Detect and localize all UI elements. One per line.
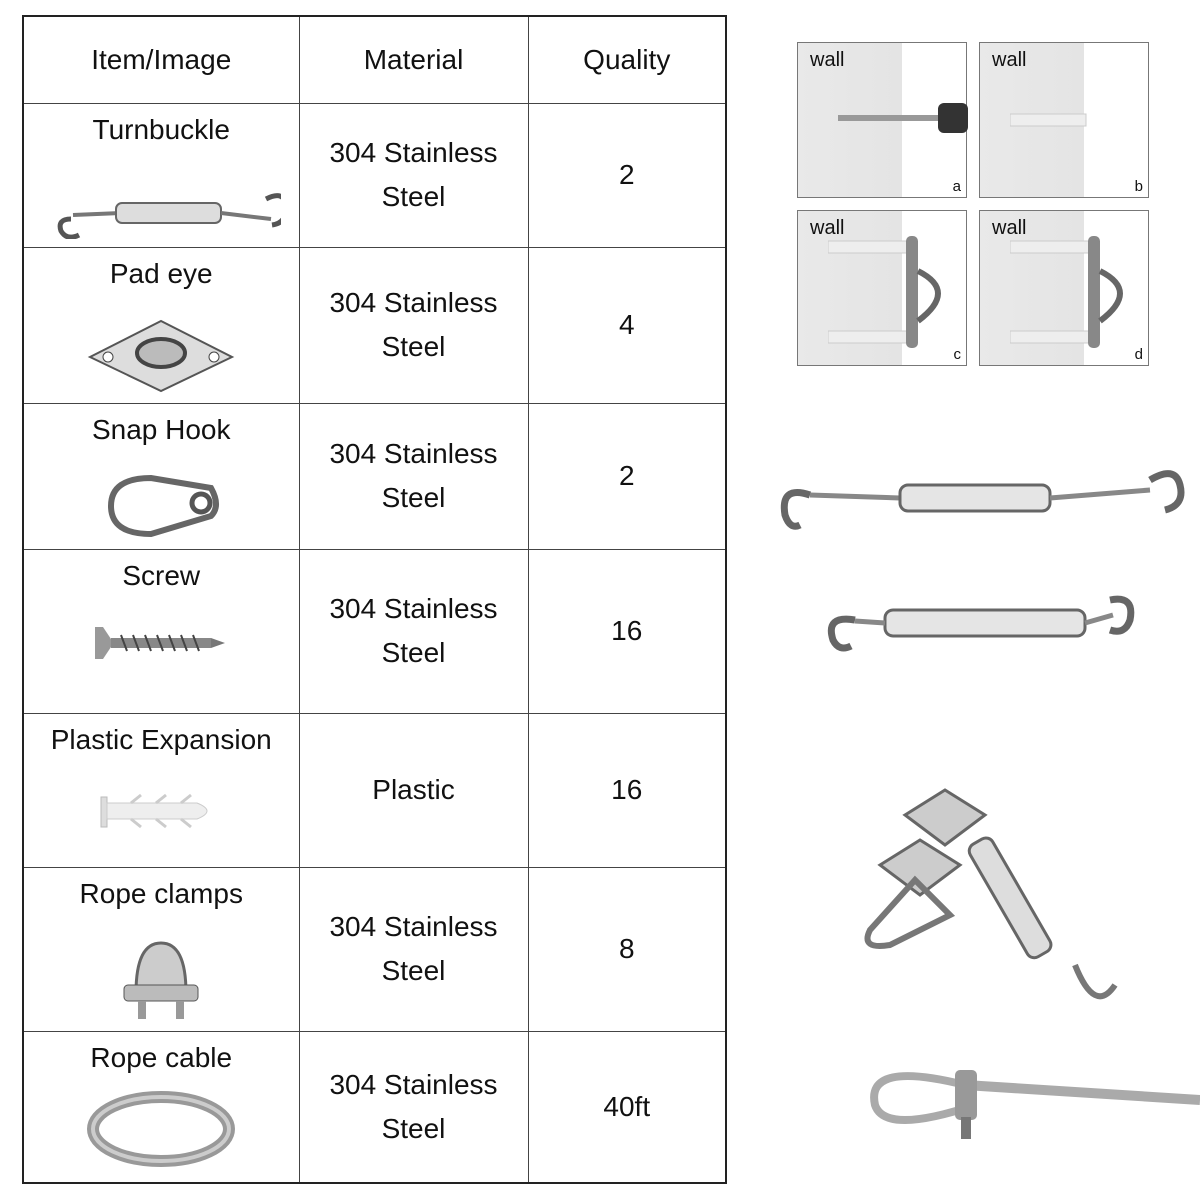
rope-clamp-icon [24,933,299,1023]
item-material: 304 Stainless Steel [299,403,528,549]
table-row [23,103,726,247]
header-quality: Quality [528,16,726,103]
table-row [23,1031,726,1183]
plastic-anchor-icon [1010,108,1090,132]
item-material: 304 Stainless Steel [299,549,528,713]
item-material: Plastic [299,713,528,867]
install-step-b [979,42,1149,198]
turnbuckle-icon [24,179,299,239]
install-step-c [797,210,967,366]
table-row [23,247,726,403]
item-name: Snap Hook [91,413,231,445]
snap-hook-icon [24,471,299,541]
item-material: 304 Stainless Steel [299,103,528,247]
wall-label: wall [810,49,845,71]
wire-rope-icon [24,1084,299,1174]
parts-table [22,15,727,1184]
plastic-anchor-icon [24,791,299,831]
item-name: Rope clamps [79,877,243,909]
screw-icon [24,623,299,663]
pad-eye-mount-icon [1010,231,1150,351]
wall-label: wall [810,217,845,239]
turnbuckle-photo [780,460,1185,540]
item-name: Pad eye [109,257,213,289]
header-item: Item/Image [23,16,299,103]
header-material: Material [299,16,528,103]
table-row [23,713,726,867]
pad-eye-mount-icon [828,231,968,351]
turnbuckle-photo [825,585,1140,655]
item-material: 304 Stainless Steel [299,247,528,403]
table-row [23,549,726,713]
item-quantity: 2 [528,103,726,247]
item-name: Rope cable [90,1041,233,1073]
item-quantity: 40ft [528,1031,726,1183]
install-step-d [979,210,1149,366]
item-material: 304 Stainless Steel [299,1031,528,1183]
item-material: 304 Stainless Steel [299,867,528,1031]
item-name: Screw [122,559,201,591]
item-quantity: 2 [528,403,726,549]
table-header [23,16,726,103]
step-letter: a [952,178,961,195]
item-quantity: 8 [528,867,726,1031]
step-letter: d [1134,346,1143,363]
item-name: Turnbuckle [92,113,230,145]
drill-icon [838,93,968,143]
table-row [23,403,726,549]
assembled-hardware-photo [855,785,1135,1015]
item-quantity: 16 [528,713,726,867]
table-row [23,867,726,1031]
step-letter: b [1134,178,1143,195]
install-step-a [797,42,967,198]
step-letter: c [953,346,961,363]
item-quantity: 16 [528,549,726,713]
item-name: Plastic Expansion [50,723,272,755]
item-quantity: 4 [528,247,726,403]
wall-label: wall [992,217,1027,239]
wire-rope-clamp-photo [865,1055,1200,1150]
wall-label: wall [992,49,1027,71]
pad-eye-icon [24,315,299,395]
